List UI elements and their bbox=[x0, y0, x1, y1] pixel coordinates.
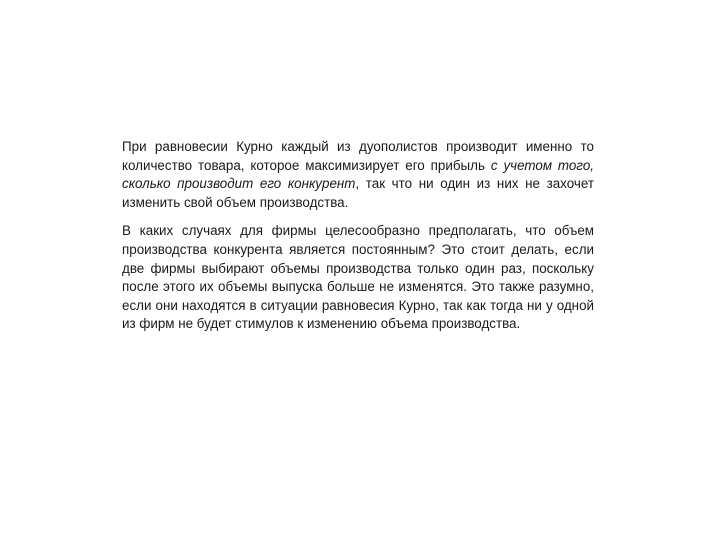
paragraph-1-text-start: При равновесии Курно каждый из дуополистов производит именно то количество товара, которое максимизирует его прибыль bbox=[122, 139, 594, 173]
paragraph-1-text-end: , так что ни один из них не захочет изменить свой объем производства. bbox=[122, 176, 594, 210]
paragraph-constant-output-assumption: В каких случаях для фирмы целесообразно предполагать, что объем производства конкурента является постоянным? Это стоит делать, если две фирмы выбирают объемы производства только один раз, поскольку после этого их объемы выпуска больше не изменятся. Это также разумно, если они находятся в ситуации равновесия Курно, так как тогда ни у одной из фирм не будет стимулов к изменению объема производства. bbox=[122, 223, 594, 332]
paragraph-1-italic-emphasis: с учетом того, сколько производит его конкурент bbox=[122, 157, 594, 192]
paragraph-cournot-equilibrium bbox=[122, 138, 594, 212]
text-block bbox=[122, 138, 594, 334]
